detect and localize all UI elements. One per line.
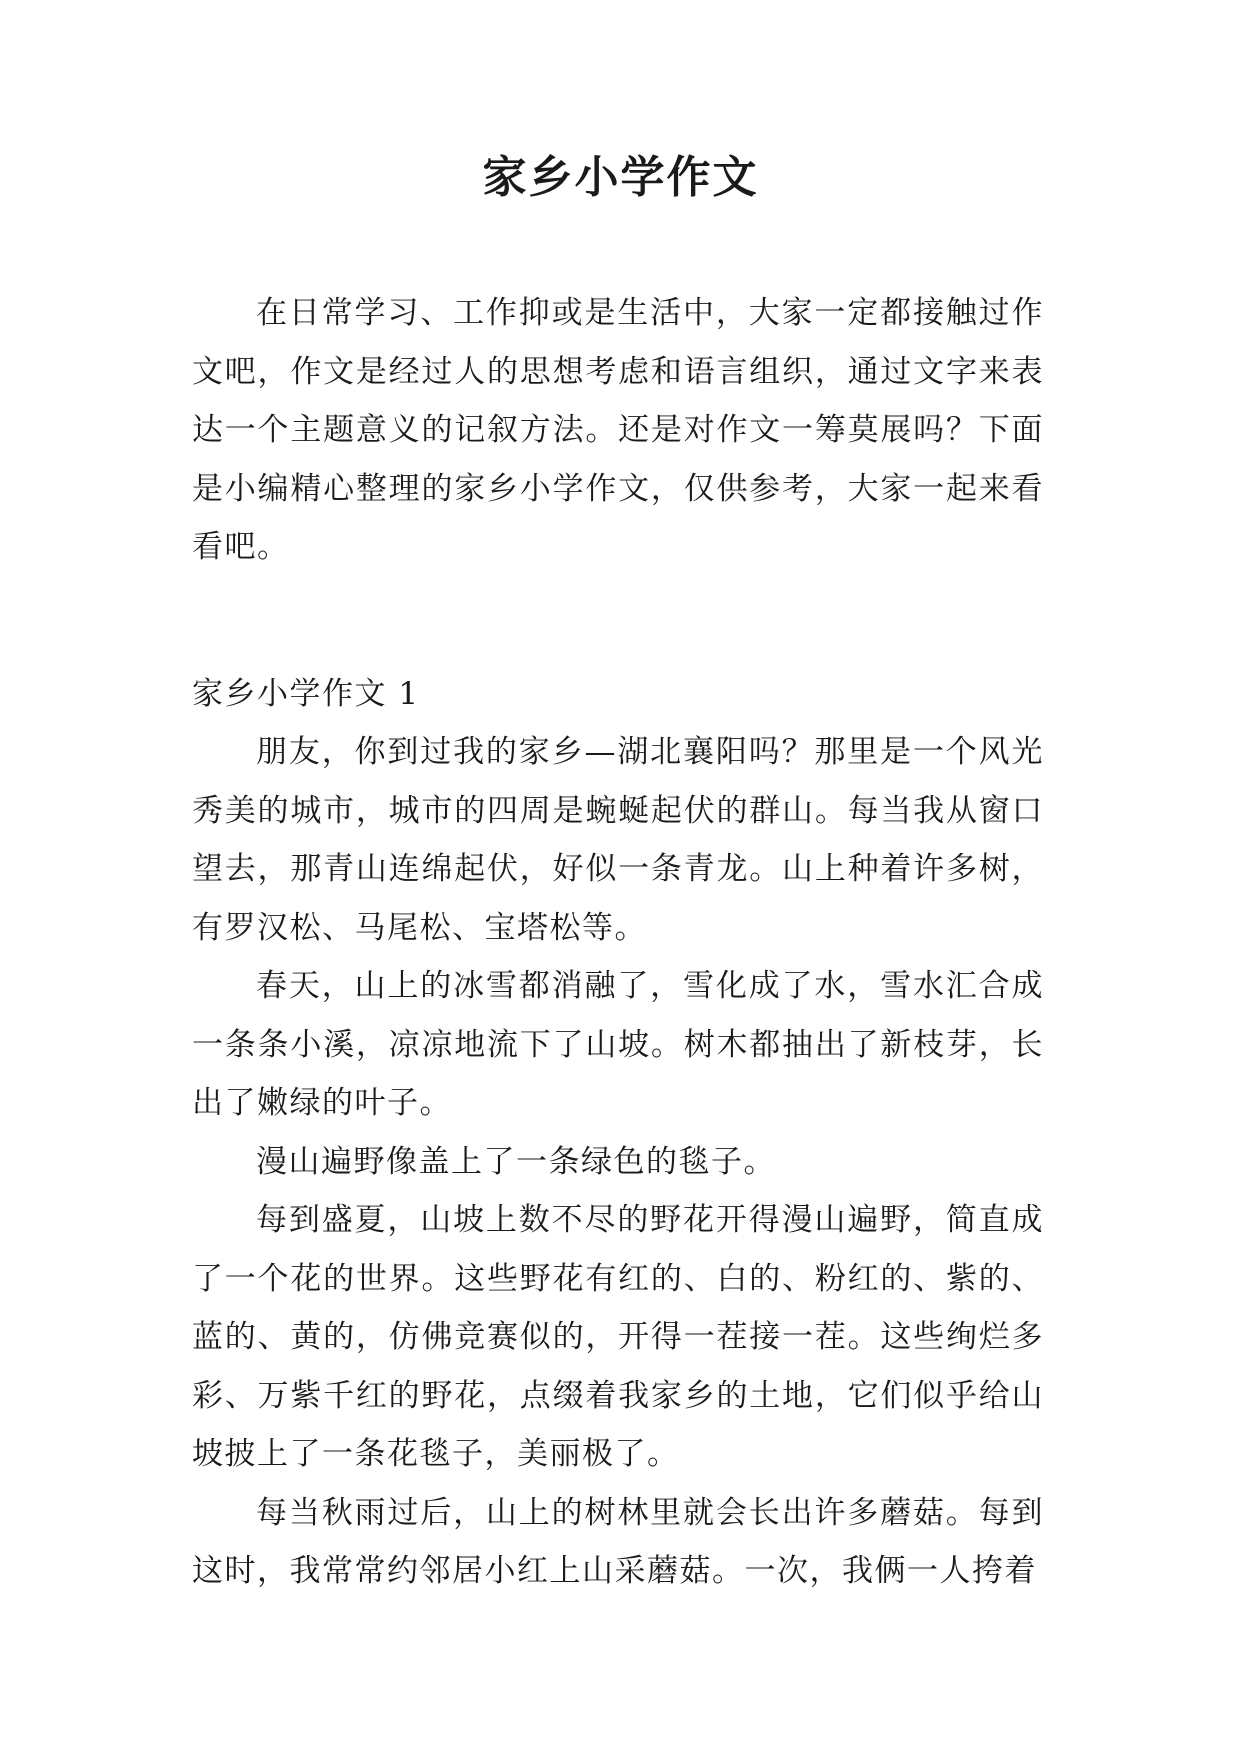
intro-paragraph: 在日常学习、工作抑或是生活中，大家一定都接触过作文吧，作文是经过人的思想考虑和语言组织，通过文字来表达一个主题意义的记叙方法。还是对作文一筹莫展吗？下面是小编精心整理的家乡小学作文，仅供参考，大家一起来看看吧。 — [192, 295, 1044, 565]
section-spacer — [192, 577, 1044, 665]
body-paragraph-4: 每到盛夏，山坡上数不尽的野花开得漫山遍野，简直成了一个花的世界。这些野花有红的、白的、粉红的、紫的、蓝的、黄的，仿佛竞赛似的，开得一茬接一茬。这些绚烂多彩、万紫千红的野花，点缀着我家乡的土地，它们似乎给山坡披上了一条花毯子，美丽极了。 — [192, 1202, 1044, 1472]
body-paragraph-5: 每当秋雨过后，山上的树林里就会长出许多蘑菇。每到这时，我常常约邻居小红上山采蘑菇。一次，我俩一人挎着 — [192, 1494, 1044, 1589]
section-heading: 家乡小学作文 1 — [192, 675, 420, 712]
body-paragraph-2: 春天，山上的冰雪都消融了，雪化成了水，雪水汇合成一条条小溪，凉凉地流下了山坡。树木都抽出了新枝芽，长出了嫩绿的叶子。 — [192, 968, 1044, 1121]
document-body — [192, 284, 1044, 1601]
document-title: 家乡小学作文 — [482, 152, 759, 203]
body-paragraph-1: 朋友，你到过我的家乡—湖北襄阳吗？那里是一个风光秀美的城市，城市的四周是蜿蜒起伏的群山。每当我从窗口望去，那青山连绵起伏，好似一条青龙。山上种着许多树，有罗汉松、马尾松、宝塔松等。 — [192, 734, 1044, 946]
body-paragraph-3: 漫山遍野像盖上了一条绿色的毯子。 — [256, 1143, 776, 1180]
